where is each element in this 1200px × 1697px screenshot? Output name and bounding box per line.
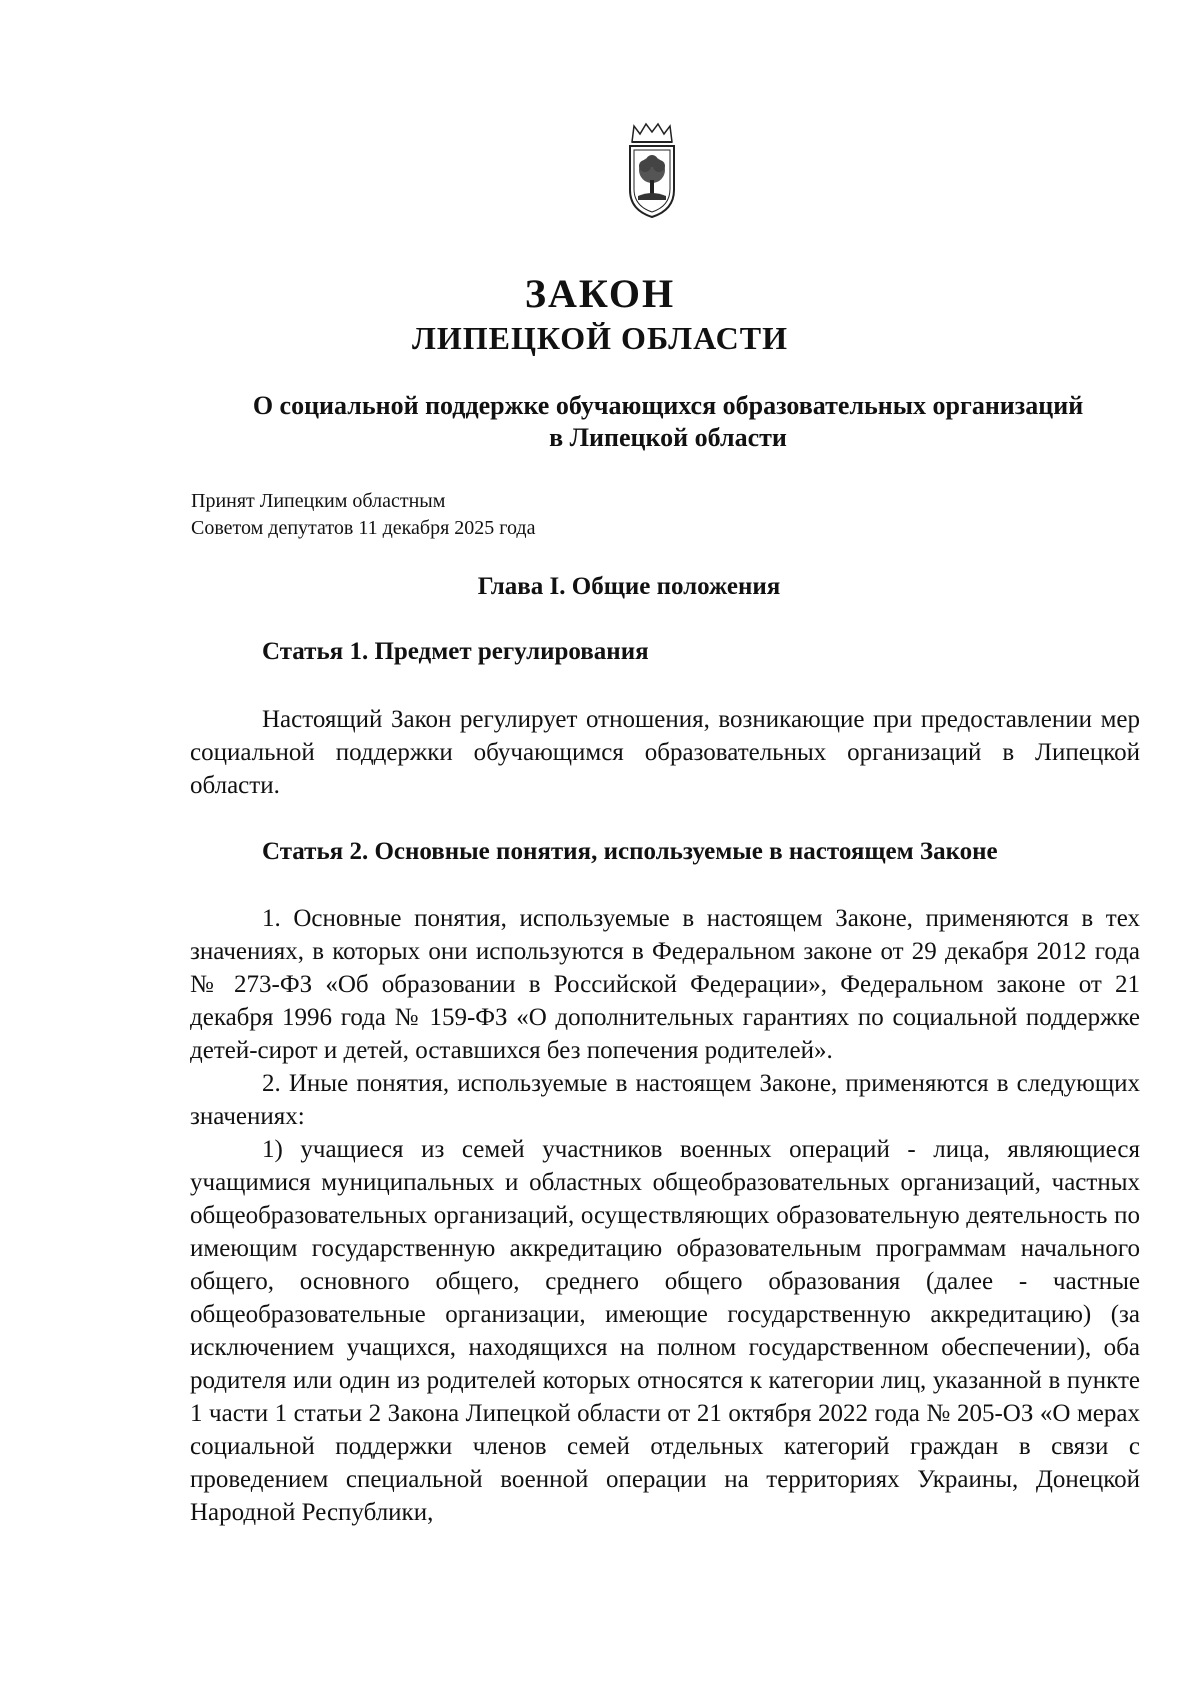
article2-paragraph-3: 1) учащиеся из семей участников военных операций - лица, являющиеся учащимися муниципальных и областных общеобразовательных организаций, частных общеобразовательных организаций, осуществляющих образовательную деятельность по имеющим государственную аккредитацию образовательным программам начального общего, основного общего, среднего общего образования (далее - частные общеобразовательные организации, имеющие государственную аккредитацию) (за исключением учащихся, находящихся на полном государственном обеспечении), оба родителя или один из родителей которых относятся к категории лиц, указанной в пункте 1 части 1 статьи 2 Закона Липецкой области от 21 октября 2022 года № 205-ОЗ «О мерах социальной поддержки членов семей отдельных категорий граждан в связи с проведением специальной военной операции на территориях Украины, Донецкой Народной Республики, <box>190 1136 1140 1526</box>
lipetsk-coat-of-arms-icon <box>622 120 682 220</box>
document-subtitle: ЛИПЕЦКОЙ ОБЛАСТИ <box>412 320 788 356</box>
article1-paragraph: Настоящий Закон регулирует отношения, возникающие при предоставлении мер социальной поддержки обучающимся образовательных организаций в Липецкой области. <box>190 706 1140 799</box>
article1-body <box>190 703 1140 802</box>
law-name-line2: в Липецкой области <box>549 423 787 452</box>
document-title: ЗАКОН <box>524 271 676 316</box>
article2-paragraph-2: 2. Иные понятия, используемые в настоящем Законе, применяются в следующих значениях: <box>190 1070 1140 1130</box>
chapter-title: Глава I. Общие положения <box>477 573 781 600</box>
article2-paragraph-1: 1. Основные понятия, используемые в настоящем Законе, применяются в тех значениях, в которых они используются в Федеральном законе от 29 декабря 2012 года № 273-ФЗ «Об образовании в Российской Федерации», Федеральном законе от 21 декабря 1996 года № 159-ФЗ «О дополнительных гарантиях по социальной поддержке детей-сирот и детей, оставшихся без попечения родителей». <box>190 905 1140 1064</box>
adoption-info <box>191 488 535 542</box>
adoption-line1: Принят Липецким областным <box>191 490 446 512</box>
law-name-line1: О социальной поддержке обучающихся образовательных организаций <box>252 391 1084 420</box>
law-name <box>190 390 1146 454</box>
adoption-line2: Советом депутатов 11 декабря 2025 года <box>191 517 536 539</box>
article1-heading: Статья 1. Предмет регулирования <box>262 638 649 665</box>
article2-heading: Статья 2. Основные понятия, используемые в настоящем Законе <box>262 838 998 865</box>
article2-body <box>190 902 1140 1529</box>
